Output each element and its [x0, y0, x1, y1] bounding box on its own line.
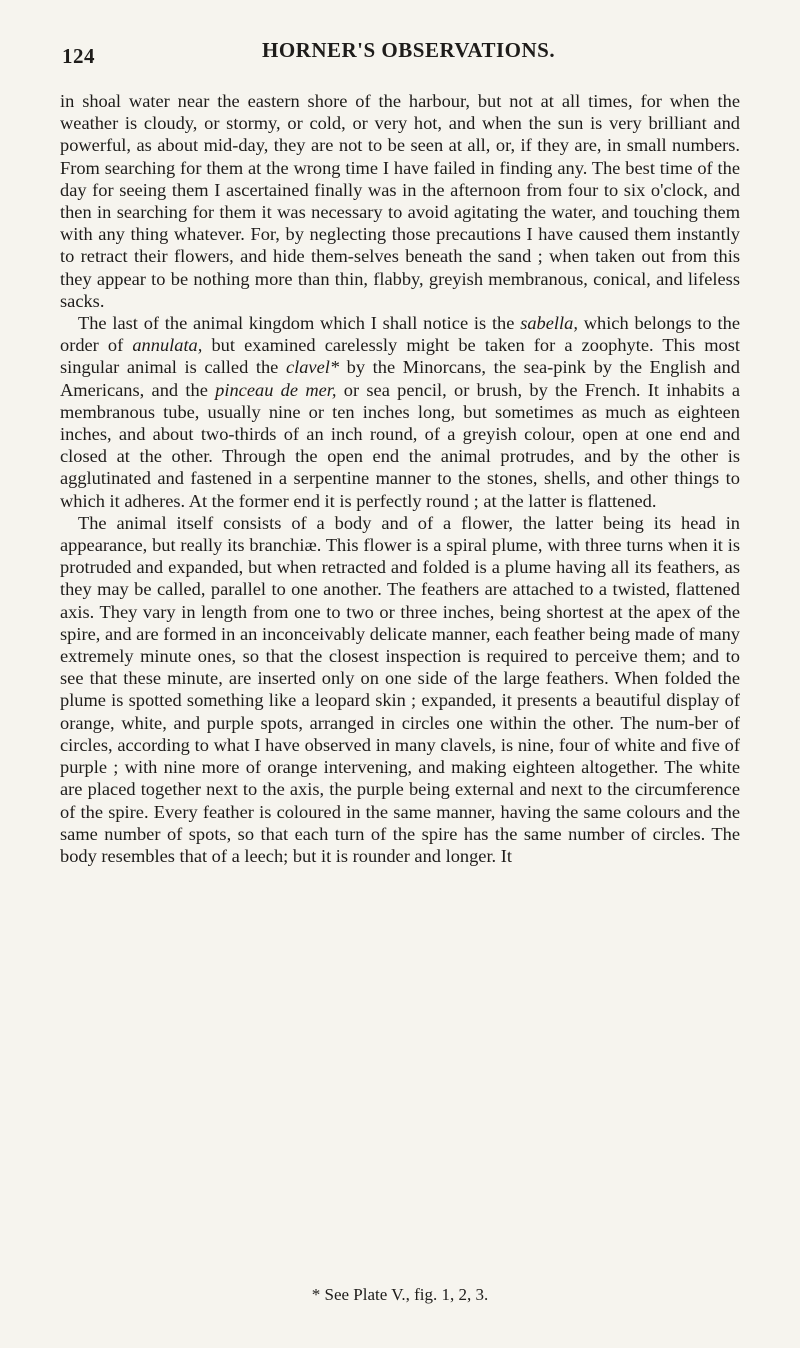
- term-clavel: clavel*: [285, 357, 340, 378]
- term-pinceau-de-mer: pinceau de mer,: [215, 379, 337, 400]
- term-sabella: sabella,: [520, 313, 578, 334]
- body-text: [60, 90, 740, 867]
- paragraph-2-text: or sea pencil, or brush, by the French. It inhabits a membranous tube, usually nine or ten inches long, but sometimes as much as eighteen inches, and about two-thirds of an inch round, of a greyish colour, open at one end and closed at the other. Through the open end the animal protrudes, and by the other is agglutinated and fastened in a serpentine manner to the stones, shells, and other things to which it adheres. At the former end it is perfectly round ; at the latter is flattened.: [60, 379, 740, 511]
- paragraph-2-text: but examined carelessly might be taken for a zoophyte. This most singular animal is called the: [60, 335, 740, 378]
- paragraph-2-text: The last of the animal kingdom which I shall notice is the: [78, 313, 521, 334]
- running-head: HORNER'S OBSERVATIONS.: [262, 38, 556, 62]
- paragraph-2-text: by the Minorcans, the sea-pink by the English and Americans, and the: [60, 357, 740, 400]
- page-number: 124: [62, 44, 95, 68]
- paragraph-1: in shoal water near the eastern shore of the harbour, but not at all times, for when the weather is cloudy, or stormy, or cold, or very hot, and when the sun is very brilliant and powerful, as about mid-day, they are not to be seen at all, or, if they are, in small numbers. From searching for them at the wrong time I have failed in finding any. The best time of the day for seeing them I ascertained finally was in the afternoon from four to six o'clock, and then in searching for them it was necessary to avoid agitating the water, and touching them with any thing whatever. For, by neglecting those precautions I have caused them instantly to retract their flowers, and hide them-selves beneath the sand ; when taken out from this they appear to be nothing more than thin, flabby, greyish membranous, conical, and lifeless sacks.: [60, 91, 740, 311]
- footnote: * See Plate V., fig. 1, 2, 3.: [311, 1285, 489, 1304]
- term-annulata: annulata,: [132, 335, 203, 356]
- page-header: [62, 38, 742, 78]
- paragraph-2: [60, 312, 740, 512]
- paragraph-2-text: which belongs to the order of: [60, 313, 740, 356]
- paragraph-3: The animal itself consists of a body and of a flower, the latter being its head in appearance, but really its branchiæ. This flower is a spiral plume, with three turns when it is protruded and expanded, but when retracted and folded is a plume having all its feathers, as they may be called, parallel to one another. The feathers are attached to a twisted, flattened axis. They vary in length from one to two or three inches, being shortest at the apex of the spire, and are formed in an inconceivably delicate manner, each feather being made of many extremely minute ones, so that the closest inspection is required to perceive them; and to see that these minute, are inserted only on one side of the large feathers. When folded the plume is spotted something like a leopard skin ; expanded, it presents a beautiful display of orange, white, and purple spots, arranged in circles one within the other. The num-ber of circles, according to what I have observed in many clavels, is nine, four of white and five of purple ; with nine more of orange intervening, and making eighteen altogether. The white are placed together next to the axis, the purple being external and next to the circumference of the spire. Every feather is coloured in the same manner, having the same colours and the same number of spots, so that each turn of the spire has the same number of circles. The body resembles that of a leech; but it is rounder and longer. It: [60, 512, 740, 866]
